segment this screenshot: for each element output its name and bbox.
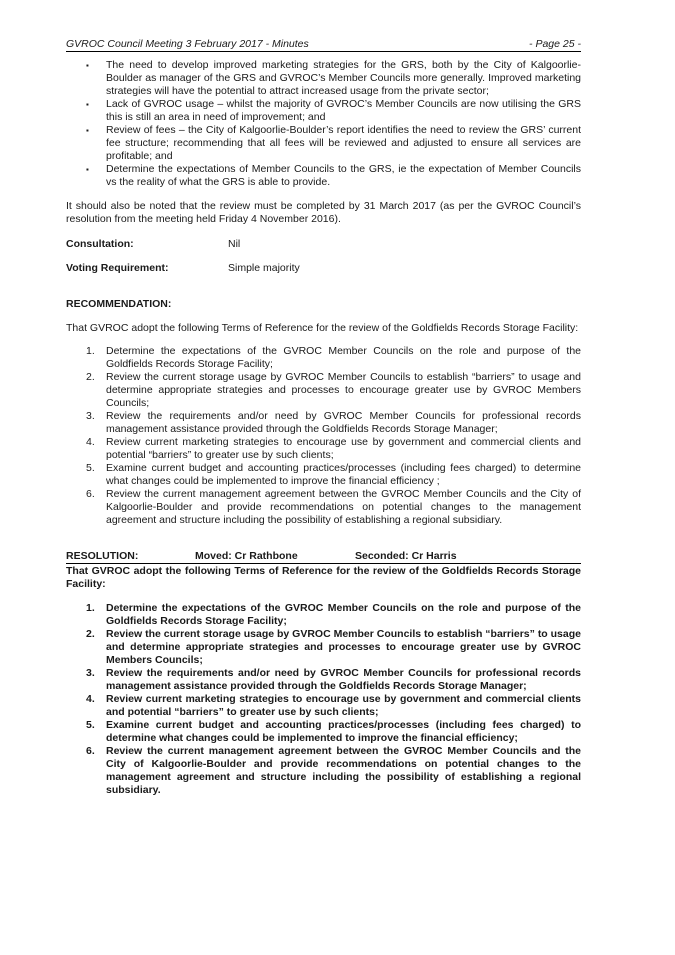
item-text: Review the current storage usage by GVROC Member Councils to establish “barriers” to usage and determine appropriate strategies and processes to encourage greater use by GVROC Members Councils; xyxy=(106,371,581,409)
list-item: ▪ Review of fees – the City of Kalgoorlie-Boulder’s report identifies the need to review the GRS’ current fee structure; recommending that all fees will be reviewed and adjusted to ensure all services are profitable; and xyxy=(106,124,581,163)
item-text: Examine current budget and accounting practices/processes (including fees charged) to determine what changes could be implemented to improve the financial efficiency ; xyxy=(106,462,581,487)
item-text: Review the current management agreement between the GVROC Member Councils and the City of Kalgoorlie-Boulder and provide recommendations on potential changes to the management agreement and structure including the possibility of establishing a regional subsidiary. xyxy=(106,745,581,796)
item-number: 6. xyxy=(86,745,95,757)
document-body xyxy=(66,59,581,797)
issues-list xyxy=(66,59,581,189)
item-text: Review the requirements and/or need by GVROC Member Councils for professional records management assistance provided through the Goldfields Records Storage Manager; xyxy=(106,410,581,435)
item-text: Review the requirements and/or need by GVROC Member Councils for professional records management assistance provided through the Goldfields Records Storage Manager; xyxy=(106,667,581,692)
recommendation-intro: That GVROC adopt the following Terms of Reference for the review of the Goldfields Records Storage Facility: xyxy=(66,322,579,334)
list-item: ▪ Lack of GVROC usage – whilst the majority of GVROC’s Member Councils are now utilising the GRS this is still an area in need of improvement; and xyxy=(106,98,581,124)
list-item xyxy=(86,436,581,462)
item-number: 4. xyxy=(86,436,95,448)
page-header xyxy=(66,38,581,52)
moved-by: Moved: Cr Rathbone xyxy=(195,550,298,562)
voting-label: Voting Requirement: xyxy=(66,262,169,274)
recommendation-heading: RECOMMENDATION: xyxy=(66,298,172,310)
list-item xyxy=(86,371,581,410)
item-number: 1. xyxy=(86,345,95,357)
item-number: 6. xyxy=(86,488,95,500)
list-item: ▪ The need to develop improved marketing strategies for the GRS, both by the City of Kalgoorlie-Boulder as manager of the GRS and GVROC’s Member Councils more generally. Improved marketing strategies will have the potential to attract increased usage from the private sector; xyxy=(106,59,581,98)
resolution-intro: That GVROC adopt the following Terms of Reference for the review of the Goldfields Records Storage Facility: xyxy=(66,565,581,590)
list-item xyxy=(86,628,581,667)
resolution-heading: RESOLUTION: xyxy=(66,550,139,562)
item-number: 3. xyxy=(86,667,95,679)
item-text: Determine the expectations of the GVROC Member Councils on the role and purpose of the Goldfields Records Storage Facility; xyxy=(106,602,581,627)
header-title: GVROC Council Meeting 3 February 2017 - Minutes xyxy=(66,38,309,50)
list-item xyxy=(86,719,581,745)
item-number: 4. xyxy=(86,693,95,705)
consultation-row xyxy=(66,238,581,251)
list-item xyxy=(86,602,581,628)
item-text: Review current marketing strategies to encourage use by government and commercial clients and potential “barriers” to greater use by such clients; xyxy=(106,436,581,461)
list-item xyxy=(86,462,581,488)
item-text: Review current marketing strategies to encourage use by government and commercial clients and potential “barriers” to greater use by such clients; xyxy=(106,693,581,718)
resolution-terms-list xyxy=(66,602,581,797)
item-text: Review the current storage usage by GVROC Member Councils to establish “barriers” to usage and determine appropriate strategies and processes to encourage greater use by GVROC Members Councils; xyxy=(106,628,581,666)
divider xyxy=(66,563,581,564)
review-deadline-note: It should also be noted that the review must be completed by 31 March 2017 (as per the GVROC Council’s resolution from the meeting held Friday 4 November 2016). xyxy=(66,200,581,225)
item-text: Examine current budget and accounting practices/processes (including fees charged) to determine what changes could be implemented to improve the financial efficiency; xyxy=(106,719,581,744)
item-number: 1. xyxy=(86,602,95,614)
seconded-by: Seconded: Cr Harris xyxy=(355,550,457,562)
list-item xyxy=(86,410,581,436)
voting-row xyxy=(66,262,581,275)
item-number: 5. xyxy=(86,462,95,474)
resolution-header xyxy=(66,550,581,563)
item-number: 3. xyxy=(86,410,95,422)
consultation-value: Nil xyxy=(228,238,241,250)
list-item xyxy=(86,345,581,371)
item-number: 2. xyxy=(86,371,95,383)
list-item xyxy=(86,693,581,719)
list-item: ▪ Determine the expectations of Member Councils to the GRS, ie the expectation of Member Councils vs the reality of what the GRS is able to provide. xyxy=(106,163,581,189)
consultation-label: Consultation: xyxy=(66,238,134,250)
item-number: 2. xyxy=(86,628,95,640)
item-number: 5. xyxy=(86,719,95,731)
list-item xyxy=(86,745,581,797)
item-text: Determine the expectations of the GVROC Member Councils on the role and purpose of the Goldfields Records Storage Facility; xyxy=(106,345,581,370)
recommendation-terms-list xyxy=(66,345,581,527)
list-item xyxy=(86,667,581,693)
item-text: Review the current management agreement between the GVROC Member Councils and the City of Kalgoorlie-Boulder and provide recommendations on potential changes to the management agreement and structure including the possibility of establishing a regional subsidiary. xyxy=(106,488,581,526)
voting-value: Simple majority xyxy=(228,262,300,274)
list-item xyxy=(86,488,581,527)
page-number: - Page 25 - xyxy=(529,38,581,50)
